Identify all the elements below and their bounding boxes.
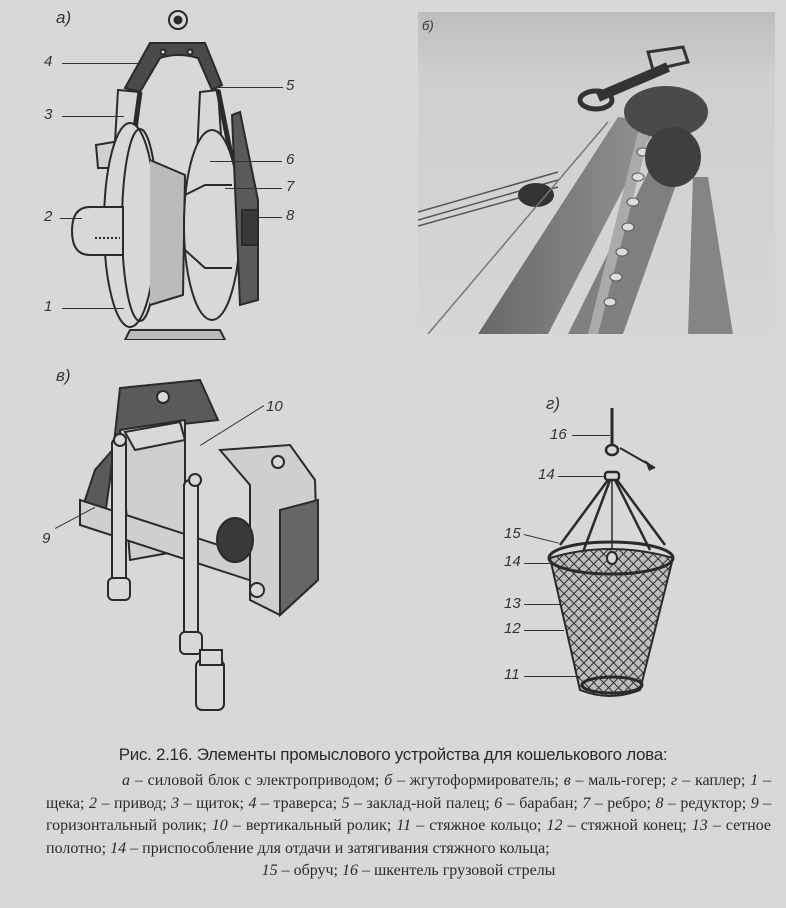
callout-13: 13 [504,595,521,612]
legend-text-10: вертикальный ролик; [245,817,392,834]
legend-key-9: 9 [750,794,759,812]
callout-14-ring: 14 [504,553,521,570]
legend-key-1: 1 [750,772,759,789]
leader-line-14-top [558,476,604,477]
legend-key-12: 12 [546,817,563,834]
legend-key-3: 3 [171,794,180,812]
legend-key-10: 10 [211,817,228,834]
callout-6: 6 [286,151,295,168]
callout-11: 11 [504,666,520,683]
legend-text-b: жгутоформирователь; [409,772,559,789]
legend-text-3: щиток; [196,794,244,812]
callout-3: 3 [44,106,53,123]
legend-text-a: силовой блок с электроприводом; [147,772,380,789]
legend-text-5-1: заклад- [366,794,417,812]
panel-b-label: б) [422,18,434,33]
callout-8: 8 [286,207,295,224]
leader-line-12 [524,630,564,631]
legend-text-7: ребро; [607,794,651,812]
legend-text-2: привод; [113,794,167,812]
leader-line-5 [213,87,283,88]
leader-line-13 [524,604,560,605]
leader-line-14-ring [524,563,550,564]
legend-key-g: г [671,772,678,789]
panel-g-label: г) [546,394,561,413]
legend-text-9: горизонтальный ролик; [46,817,207,834]
callout-15: 15 [504,525,521,542]
legend-key-v: в [563,772,571,789]
legend-text-15: обруч; [293,862,338,879]
legend-text-5-2: ной палец; [416,794,490,812]
callout-1: 1 [44,298,53,315]
callout-14-top: 14 [538,466,555,483]
leader-line-4 [62,63,142,64]
malgoger-drawing [0,350,340,730]
figure-caption-legend: а – силовой блок с электроприводом; б – жгутоформирователь; в – маль-гогер; г – каплер; 1 – щека; 2 – привод; 3 – щиток; 4 – траверса; 5 – заклад-ной палец; 6 – барабан; 7 – ребро; 8 – редуктор; 9 – горизонтальный ролик; 10 – вертикальный ролик; 11 – стяжное кольцо; 12 – стяжной конец; 13 – сетное полотно; 14 – приспособление для отдачи и затягивания стяжного кольца; 15 – обруч; 16 – шкентель грузовой стрелы [46,770,771,883]
leader-line-16 [572,435,610,436]
legend-text-12: стяжной конец; [580,817,687,834]
legend-text-13: сетное полотно; [46,817,772,857]
legend-key-6: 6 [494,794,503,812]
legend-key-15: 15 [261,862,278,879]
panel-v-malgoger [0,350,340,730]
legend-text-14: приспособление для отдачи и затягивания стяжного кольца; [142,839,550,857]
legend-key-5: 5 [341,794,350,812]
legend-key-a: а [122,772,130,789]
legend-last-line: 15 – обруч; 16 – шкентель грузовой стрелы [261,862,556,879]
callout-4: 4 [44,53,53,70]
legend-text-4: траверса; [273,794,338,812]
legend-text-8: редуктор; [680,794,747,812]
legend-key-11: 11 [396,817,412,834]
leader-line-1 [62,308,124,309]
legend-key-4: 4 [248,794,257,812]
figure-caption-title: Рис. 2.16. Элементы промыслового устройства для кошелькового лова: [118,745,668,764]
callout-2: 2 [44,208,53,225]
legend-text-16: шкентель грузовой стрелы [373,862,556,879]
callout-5: 5 [286,77,295,94]
legend-text-6: барабан; [519,794,578,812]
callout-7: 7 [286,178,295,195]
legend-key-14: 14 [110,839,127,857]
kapler-drawing [470,380,710,710]
legend-text-1: щека; [46,794,85,812]
panel-a-label: а) [56,8,72,27]
leader-line-2 [60,218,82,219]
legend-text-v-2: гогер; [626,772,667,789]
callout-16: 16 [550,426,567,443]
legend-text-11: стяжное кольцо; [429,817,542,834]
legend-key-8: 8 [655,794,664,812]
legend-text-v-1: маль- [588,772,627,789]
panel-b-photo-bunching-device [418,12,775,334]
panel-v-label: в) [56,366,71,385]
leader-line-7 [225,188,282,189]
legend-key-b: б [384,772,393,789]
legend-key-16: 16 [341,862,358,879]
callout-12: 12 [504,620,521,637]
panel-a-power-block [0,0,330,340]
legend-key-7: 7 [582,794,591,812]
leader-line-6 [210,161,282,162]
leader-line-11 [524,676,580,677]
leader-line-8 [255,217,282,218]
callout-9: 9 [42,530,51,547]
panel-g-kapler [470,380,710,710]
power-block-drawing [0,0,330,340]
bunching-device-photo [418,12,775,334]
legend-key-2: 2 [88,794,97,812]
legend-key-13: 13 [691,817,708,834]
callout-10: 10 [266,398,283,415]
leader-line-3 [62,116,124,117]
legend-text-g: каплер; [694,772,746,789]
